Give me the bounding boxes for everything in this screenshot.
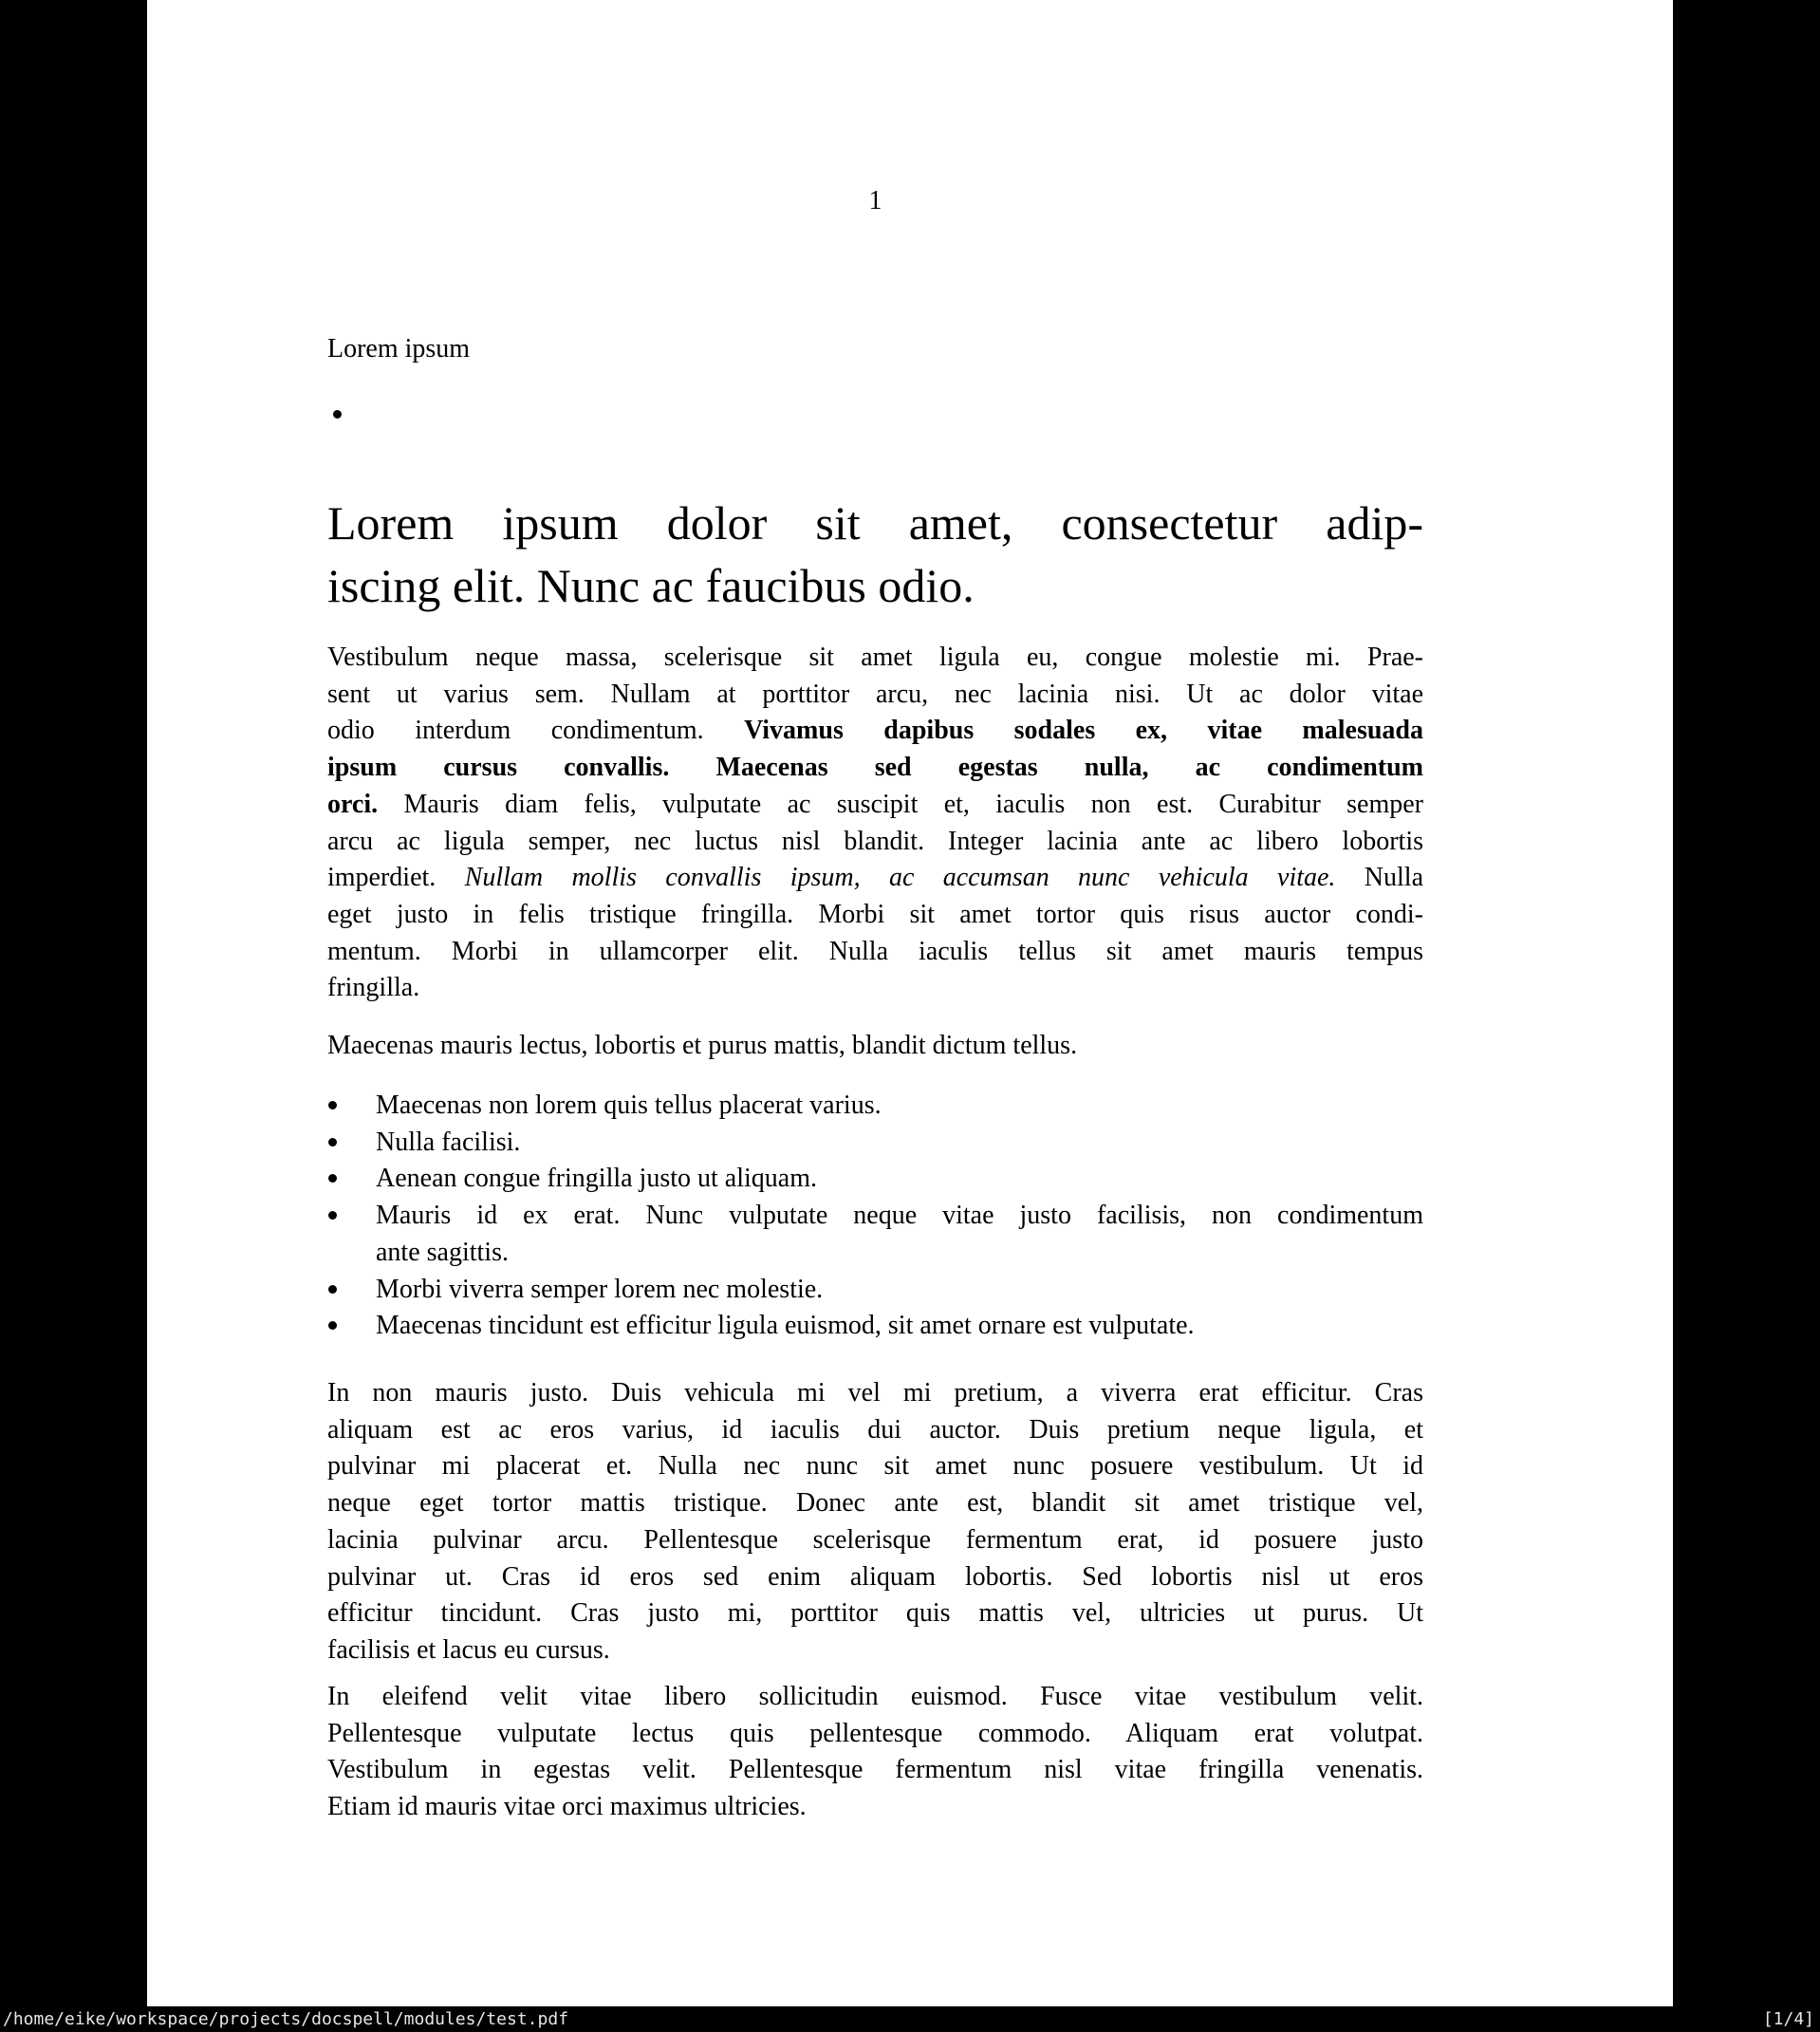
bullet-list bbox=[327, 1088, 1423, 1345]
intro-paragraph: Lorem ipsum bbox=[327, 334, 471, 364]
list-item: Morbi viverra semper lorem nec molestie. bbox=[327, 1272, 1423, 1309]
paragraph-maecenas: Maecenas mauris lectus, lobortis et purus mattis, blandit dictum tellus. bbox=[327, 1031, 1078, 1060]
statusbar-file-path: /home/eike/workspace/projects/docspell/modules/test.pdf bbox=[3, 2009, 569, 2029]
list-item: Maecenas tincidunt est efficitur ligula euismod, sit amet ornare est vulputate. bbox=[327, 1308, 1423, 1345]
list-item: Mauris id ex erat. Nunc vulputate neque vitae justo facilisis, non condimentum ante sagittis. bbox=[327, 1198, 1423, 1271]
statusbar-page-indicator: [1/4] bbox=[1762, 2009, 1814, 2029]
bullet-icon bbox=[333, 410, 342, 419]
list-item: Maecenas non lorem quis tellus placerat varius. bbox=[327, 1088, 1423, 1125]
statusbar bbox=[0, 2006, 1820, 2032]
document-page[interactable] bbox=[147, 0, 1673, 2006]
paragraph-1: Vestibulum neque massa, scelerisque sit amet ligula eu, congue molestie mi. Prae- sent ut varius sem. Nullam at porttitor arcu, nec lacinia nisi. Ut ac dolor vitae odio interdum condimentum. Vivamus dapibus sodales ex, vitae malesuada ipsum cursus convallis. Maecenas sed egestas nulla, ac condimentum orci. Mauris diam felis, vulputate ac suscipit et, iaculis non est. Curabitur semper arcu ac ligula semper, nec luctus nisl blandit. Integer lacinia ante ac libero lobortis imperdiet. Nullam mollis convallis ipsum, ac accumsan nunc vehicula vitae. Nulla eget justo in felis tristique fringilla. Morbi sit amet tortor quis risus auctor condi- mentum. Morbi in ullamcorper elit. Nulla iaculis tellus sit amet mauris tempus fringilla. bbox=[327, 643, 1423, 1003]
paragraph-2: In non mauris justo. Duis vehicula mi vel mi pretium, a viverra erat efficitur. Cras aliquam est ac eros varius, id iaculis dui auctor. Duis pretium neque ligula, et pulvinar mi placerat et. Nulla nec nunc sit amet nunc posuere vestibulum. Ut id neque eget tortor mattis tristique. Donec ante est, blandit sit amet tristique vel, lacinia pulvinar arcu. Pellentesque scelerisque fermentum erat, id posuere justo pulvinar ut. Cras id eros sed enim aliquam lobortis. Sed lobortis nisl ut eros efficitur tincidunt. Cras justo mi, porttitor quis mattis vel, ultricies ut purus. Ut facilisis et lacus eu cursus. bbox=[327, 1378, 1423, 1665]
paragraph-3: In eleifend velit vitae libero sollicitudin euismod. Fusce vitae vestibulum velit. Pellentesque vulputate lectus quis pellentesque commodo. Aliquam erat volutpat. Vestibulum in egestas velit. Pellentesque fermentum nisl vitae fringilla venenatis. Etiam id mauris vitae orci maximus ultricies. bbox=[327, 1682, 1423, 1822]
list-item: Nulla facilisi. bbox=[327, 1125, 1423, 1162]
section-heading: Lorem ipsum dolor sit amet, consectetur adip- iscing elit. Nunc ac faucibus odio. bbox=[327, 496, 1423, 612]
list-item: Aenean congue fringilla justo ut aliquam. bbox=[327, 1161, 1423, 1198]
page-number: 1 bbox=[868, 186, 882, 215]
